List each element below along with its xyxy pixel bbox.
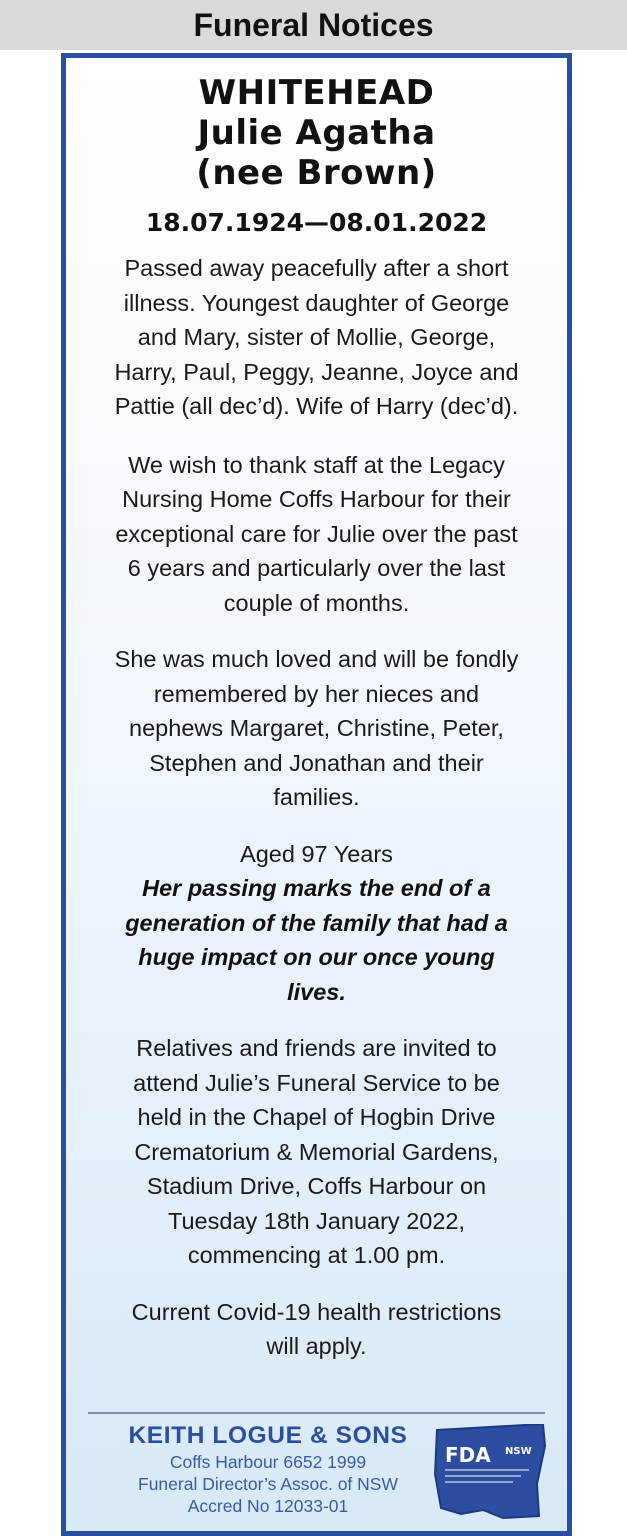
- text-line: nephews Margaret, Christine, Peter,: [129, 715, 504, 741]
- text-line: exceptional care for Julie over the past: [115, 520, 518, 547]
- text-line: commencing at 1.00 pm.: [187, 1242, 446, 1268]
- text-line: Relatives and friends are invited to: [136, 1035, 497, 1061]
- paragraph-remembered: [66, 642, 567, 815]
- text-line: generation of the family that had a: [125, 909, 508, 936]
- svg-text:NSW: NSW: [505, 1446, 532, 1457]
- text-line: lives.: [287, 978, 346, 1005]
- paragraph-thanks: [66, 448, 567, 621]
- age-line: Aged 97 Years: [240, 840, 393, 867]
- text-line: Pattie (all dec’d). Wife of Harry (dec’d).: [114, 393, 519, 419]
- text-line: 6 years and particularly over the last: [127, 555, 506, 581]
- text-line: Crematorium & Memorial Gardens,: [134, 1138, 499, 1165]
- text-line: illness. Youngest daughter of George: [123, 289, 510, 316]
- page-title: Funeral Notices: [193, 7, 434, 43]
- deceased-maiden-name: (nee Brown): [196, 153, 437, 193]
- text-line: held in the Chapel of Hogbin Drive: [137, 1104, 496, 1130]
- firm-name: KEITH LOGUE & SONS: [128, 1422, 408, 1449]
- text-line: remembered by her nieces and: [153, 680, 480, 707]
- text-line: couple of months.: [223, 589, 410, 616]
- tribute-text: [66, 871, 567, 1009]
- paragraph-restrictions: [66, 1295, 567, 1364]
- text-line: huge impact on our once young: [138, 944, 495, 970]
- funeral-director-info: [88, 1421, 448, 1517]
- deceased-surname: WHITEHEAD: [198, 73, 435, 113]
- text-line: We wish to thank staff at the Legacy: [128, 451, 505, 478]
- text-line: and Mary, sister of Mollie, George,: [137, 324, 496, 350]
- life-dates: 18.07.1924—08.01.2022: [145, 208, 488, 237]
- text-line: attend Julie’s Funeral Service to be: [133, 1069, 500, 1096]
- deceased-given-names: Julie Agatha: [197, 113, 436, 153]
- text-line: Nursing Home Coffs Harbour for their: [122, 486, 511, 512]
- text-line: families.: [273, 784, 360, 810]
- firm-association: Funeral Director’s Assoc. of NSW: [138, 1474, 398, 1494]
- firm-phone: Coffs Harbour 6652 1999: [169, 1452, 367, 1472]
- paragraph-service-details: [66, 1031, 567, 1273]
- text-line: Tuesday 18th January 2022,: [168, 1207, 465, 1234]
- svg-text:FDA: FDA: [445, 1443, 491, 1467]
- text-line: Stadium Drive, Coffs Harbour on: [146, 1173, 487, 1199]
- text-line: will apply.: [266, 1333, 367, 1359]
- funeral-notice: [61, 53, 572, 1536]
- text-line: Passed away peacefully after a short: [124, 255, 509, 281]
- notice-content: [66, 58, 567, 1364]
- firm-accreditation: Accred No 12033-01: [187, 1496, 349, 1516]
- fda-nsw-logo-icon: [431, 1424, 549, 1522]
- text-line: She was much loved and will be fondly: [114, 646, 519, 672]
- footer-divider: [88, 1412, 545, 1414]
- text-line: Stephen and Jonathan and their: [149, 749, 484, 776]
- text-line: Current Covid-19 health restrictions: [131, 1298, 502, 1325]
- text-line: Her passing marks the end of a: [142, 875, 491, 901]
- text-line: Harry, Paul, Peggy, Jeanne, Joyce and: [114, 358, 519, 385]
- page-header: [0, 0, 627, 50]
- paragraph-passing: [66, 251, 567, 424]
